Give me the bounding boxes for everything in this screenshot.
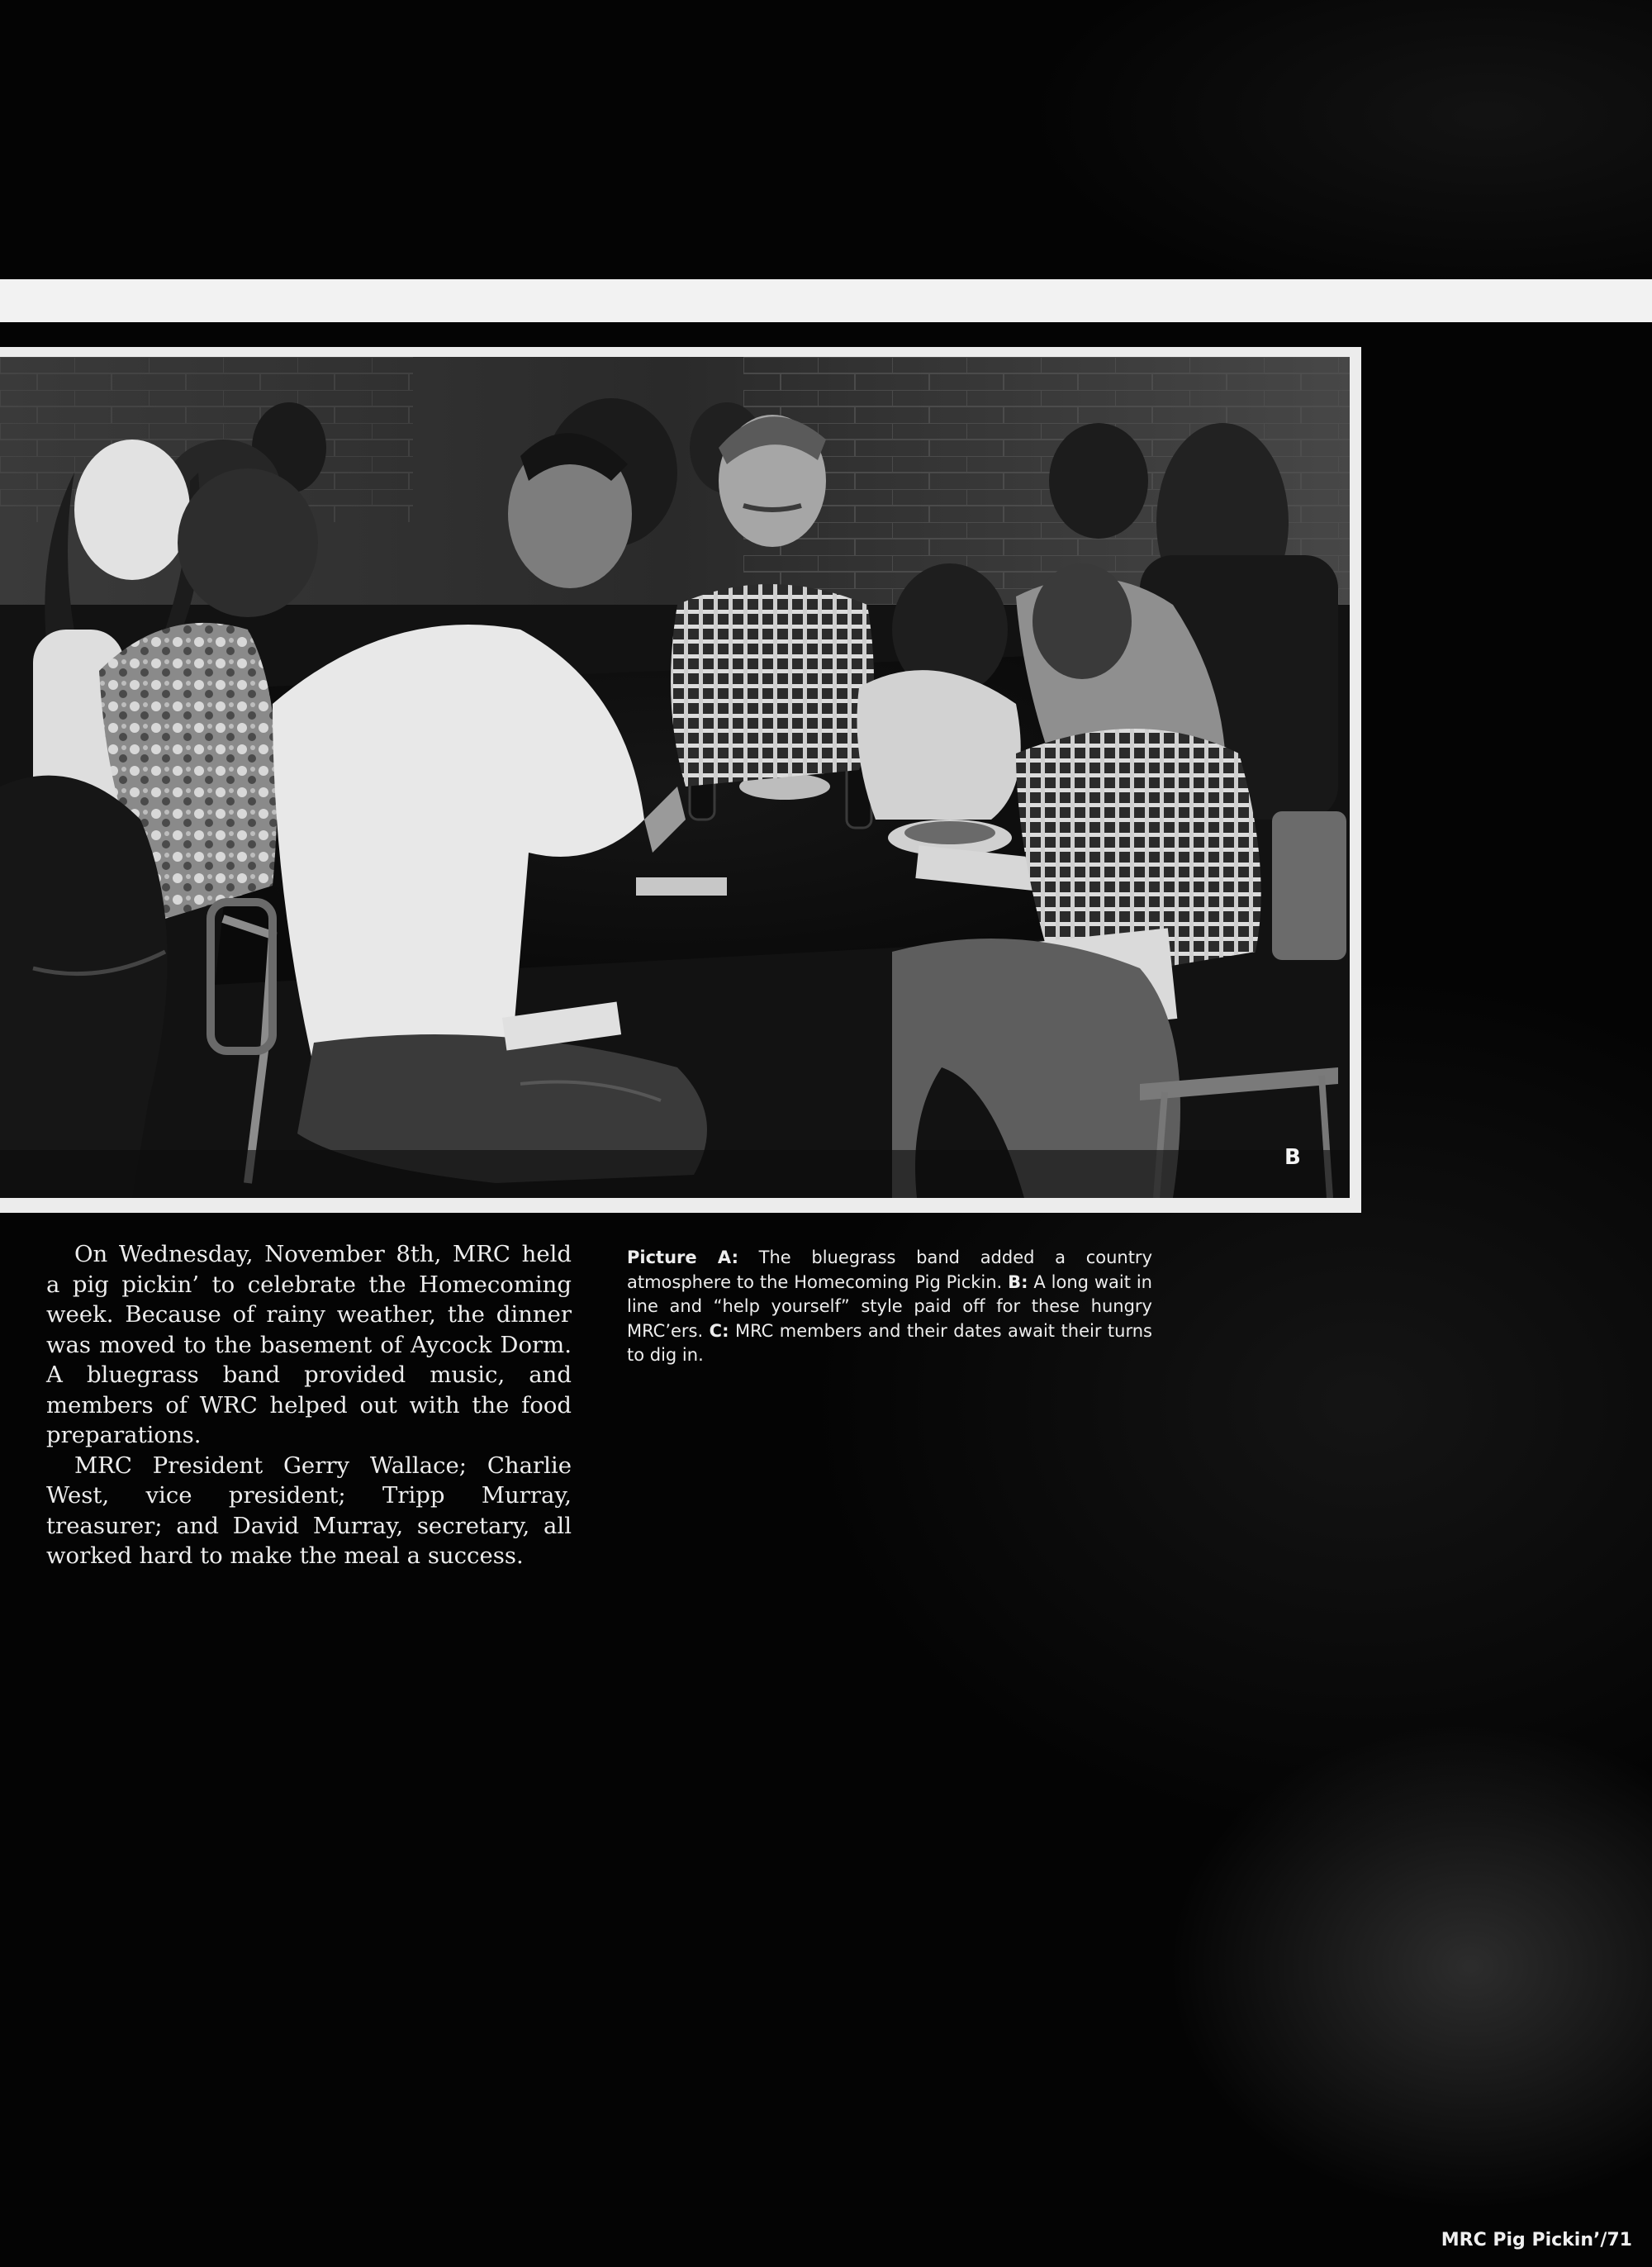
article-paragraph-1: On Wednesday, November 8th, MRC held a pig pickin’ to celebrate the Homecoming week. Because of rainy weather, the dinner was moved to the basement of Aycock Dorm. A bluegrass band provided music, and members of WRC helped out with the food preparations. bbox=[46, 1241, 572, 1448]
caption-lead-c: C: bbox=[709, 1320, 729, 1341]
white-rule-band bbox=[0, 279, 1652, 322]
photo-b-dinner-scene bbox=[0, 357, 1350, 1198]
page-folio: MRC Pig Pickin’/71 bbox=[1441, 2230, 1632, 2250]
caption-text-b: A long wait in line and “help yourself” style paid off for these hungry MRC’ers. bbox=[627, 1271, 1152, 1341]
photo-illustration bbox=[0, 357, 1350, 1198]
caption-lead-a: Picture A: bbox=[627, 1248, 738, 1267]
photo-caption bbox=[627, 1246, 1152, 1368]
article-paragraph-2: MRC President Gerry Wallace; Charlie West, vice president; Tripp Murray, treasurer; and David Murray, secretary, all worked hard to make the meal a success. bbox=[46, 1452, 572, 1569]
photo-label: B bbox=[1284, 1145, 1301, 1170]
article-body bbox=[46, 1239, 572, 1571]
caption-text-c: MRC members and their dates await their turns to dig in. bbox=[627, 1320, 1152, 1365]
caption-text-a: The bluegrass band added a country atmosphere to the Homecoming Pig Pickin. bbox=[627, 1248, 1152, 1292]
caption-lead-b: B: bbox=[1008, 1271, 1028, 1292]
